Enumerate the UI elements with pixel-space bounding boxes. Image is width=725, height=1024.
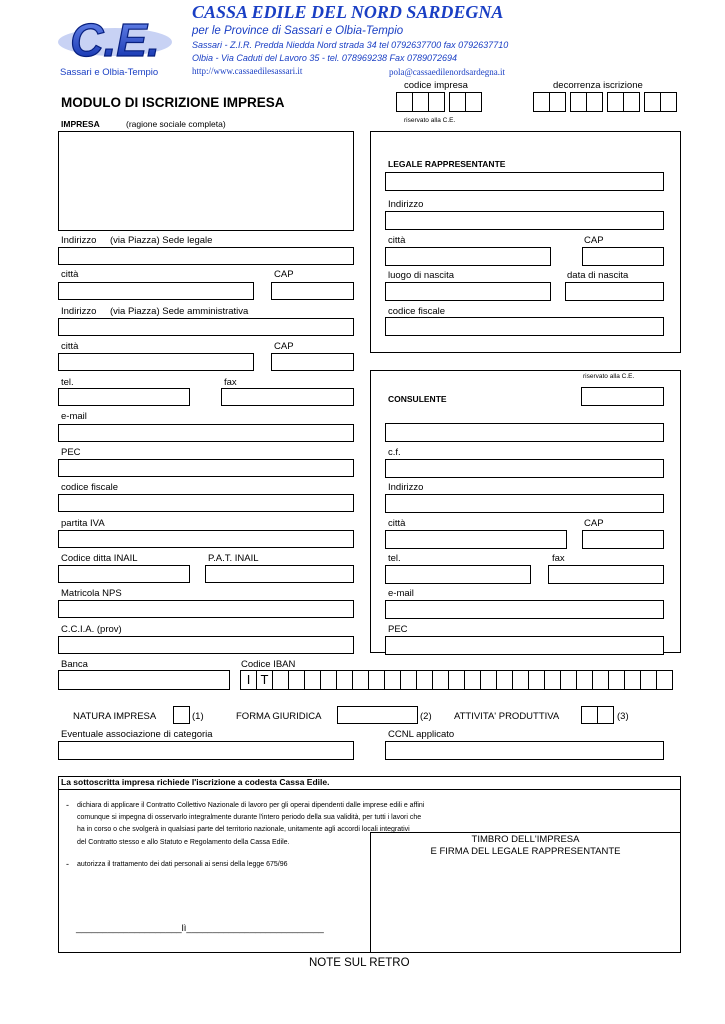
address-olbia: Olbia - Via Caduti del Lavoro 35 - tel. 078969238 Fax 0789072694 [192,53,458,63]
consulente-nome-field[interactable] [385,423,664,442]
ccnl-field[interactable] [385,741,664,760]
partita-iva-field[interactable] [58,530,354,548]
citta-legale-label: città [61,269,79,280]
partita-iva-label: partita IVA [61,518,105,529]
ccnl-label: CCNL applicato [388,729,455,740]
logo-caption: Sassari e Olbia-Tempio [60,67,159,78]
consulente-email-field[interactable] [385,600,664,619]
codice-inail-label: Codice ditta INAIL [61,553,138,564]
consulente-pec-field[interactable] [385,636,664,655]
iban-cell[interactable] [320,670,337,690]
decorrenza-cell[interactable] [660,92,677,112]
codice-fiscale-label: codice fiscale [61,482,119,493]
decorrenza-cell[interactable] [533,92,550,112]
email-field[interactable] [58,424,354,442]
cap-amm-field[interactable] [271,353,354,371]
sede-amministrativa-field[interactable] [58,318,354,336]
stamp-line1: TIMBRO DELL'IMPRESA [471,834,580,845]
consulente-indirizzo-field[interactable] [385,494,664,513]
bullet1-line2: comunque si impegna di osservarlo integralmente durante l'intero periodo della sua validità, per tutti i lavori che [77,814,422,821]
legale-cap-label: CAP [584,235,604,246]
matricola-label: Matricola NPS [61,588,122,599]
codice-impresa-cell[interactable] [396,92,413,112]
iban-cell[interactable] [496,670,513,690]
riservato-label: riservato alla C.E. [404,117,456,124]
indirizzo-legale-label: Indirizzo [61,235,97,246]
legale-heading: LEGALE RAPPRESENTANTE [388,159,506,169]
iban-cell[interactable] [400,670,417,690]
consulente-citta-label: città [388,518,406,529]
codice-impresa-label: codice impresa [404,80,468,91]
data-nascita-label: data di nascita [567,270,629,281]
bullet2-text: autorizza il trattamento dei dati personali ai sensi della legge 675/96 [77,861,288,868]
iban-cell[interactable] [432,670,449,690]
iban-cell[interactable]: I [240,670,257,690]
bullet1-line1: dichiara di applicare il Contratto Collettivo Nazionale di lavoro per gli operai dipendenti dalle imprese edili e affini [77,802,425,809]
address-sassari: Sassari - Z.I.R. Predda Niedda Nord strada 34 tel 0792637700 fax 0792637710 [192,40,509,50]
website-link[interactable]: http://www.cassaedilesassari.it [192,66,303,76]
consulente-tel-label: tel. [388,553,401,564]
iban-cell[interactable] [512,670,529,690]
svg-text:C.E.: C.E. [70,14,160,64]
iban-cell[interactable] [464,670,481,690]
citta-amm-label: città [61,341,79,352]
cciaa-field[interactable] [58,636,354,654]
footer-note: NOTE SUL RETRO [309,957,410,969]
legale-nome-field[interactable] [385,172,664,191]
matricola-field[interactable] [58,600,354,618]
decorrenza-cell[interactable] [644,92,661,112]
iban-cell[interactable] [608,670,625,690]
bullet1-dash: - [66,800,69,810]
cap-legale-field[interactable] [271,282,354,300]
ragione-sociale-field[interactable] [58,131,354,231]
iban-cell[interactable] [272,670,289,690]
pec-field[interactable] [58,459,354,477]
codice-inail-field[interactable] [58,565,190,583]
iban-cell[interactable] [640,670,657,690]
attivita-label: ATTIVITA' PRODUTTIVA [454,711,560,722]
attivita-field-1[interactable] [581,706,598,724]
associazione-label: Eventuale associazione di categoria [61,729,213,740]
legale-citta-field[interactable] [385,247,551,266]
legale-indirizzo-label: Indirizzo [388,199,424,210]
tel-label: tel. [61,377,74,388]
logo [56,12,174,64]
consulente-cf-field[interactable] [385,459,664,478]
decorrenza-cell[interactable] [586,92,603,112]
consulente-fax-field[interactable] [548,565,664,584]
iban-cell[interactable] [592,670,609,690]
ragione-sociale-label: (ragione sociale completa) [126,119,226,129]
indirizzo-amm-label: Indirizzo [61,306,97,317]
iban-cell[interactable] [416,670,433,690]
luogo-nascita-field[interactable] [385,282,551,301]
email-link[interactable]: pola@cassaedilenordsardegna.it [389,67,505,77]
pat-inail-field[interactable] [205,565,354,583]
decorrenza-cell[interactable] [570,92,587,112]
iban-cell[interactable] [560,670,577,690]
iban-cell[interactable] [304,670,321,690]
impresa-label: IMPRESA [61,119,100,129]
codice-impresa-cell[interactable] [428,92,445,112]
consulente-citta-field[interactable] [385,530,567,549]
iban-cell[interactable] [448,670,465,690]
iban-cell[interactable] [288,670,305,690]
attivita-note: (3) [617,711,629,722]
decorrenza-cell[interactable] [607,92,624,112]
org-name: CASSA EDILE DEL NORD SARDEGNA [192,2,504,22]
sede-amm-label: (via Piazza) Sede amministrativa [110,306,249,317]
citta-legale-field[interactable] [58,282,254,300]
iban-cell[interactable] [624,670,641,690]
stamp-line2: E FIRMA DEL LEGALE RAPPRESENTANTE [430,846,621,857]
iban-cell[interactable] [528,670,545,690]
associazione-field[interactable] [58,741,354,760]
consulente-codice-field[interactable] [581,387,664,406]
date-place-line[interactable]: ____________________lì__________________________ [76,923,324,934]
consulente-cap-field[interactable] [582,530,664,549]
logo-graphic [56,12,174,64]
iban-cell[interactable] [336,670,353,690]
iban-cell[interactable] [352,670,369,690]
sede-legale-field[interactable] [58,247,354,265]
decorrenza-cell[interactable] [549,92,566,112]
banca-field[interactable] [58,670,230,690]
natura-label: NATURA IMPRESA [73,711,157,722]
fax-label: fax [224,377,237,388]
pec-label: PEC [61,447,81,458]
codice-impresa-cell[interactable] [449,92,466,112]
legale-citta-label: città [388,235,406,246]
decorrenza-cell[interactable] [623,92,640,112]
citta-amm-field[interactable] [58,353,254,371]
cciaa-label: C.C.I.A. (prov) [61,624,122,635]
consulente-indirizzo-label: Indirizzo [388,482,424,493]
consulente-pec-label: PEC [388,624,408,635]
banca-label: Banca [61,659,88,670]
iban-cell[interactable] [368,670,385,690]
iban-cell[interactable] [544,670,561,690]
legale-cf-label: codice fiscale [388,306,446,317]
decorrenza-label: decorrenza iscrizione [553,80,643,91]
page-title: MODULO DI ISCRIZIONE IMPRESA [61,95,285,110]
consulente-fax-label: fax [552,553,565,564]
consulente-cf-label: c.f. [388,447,401,458]
bullet1-line4: del Contratto stesso e allo Statuto e Regolamento della Cassa Edile. [77,839,290,846]
tel-field[interactable] [58,388,190,406]
data-nascita-field[interactable] [565,282,664,301]
fax-field[interactable] [221,388,354,406]
codice-impresa-cell[interactable] [465,92,482,112]
declaration-header-line [58,789,681,790]
consulente-email-label: e-mail [388,588,414,599]
luogo-nascita-label: luogo di nascita [388,270,455,281]
pat-inail-label: P.A.T. INAIL [208,553,259,564]
forma-note: (2) [420,711,432,722]
iban-cell[interactable] [576,670,593,690]
iban-cell[interactable]: T [256,670,273,690]
natura-field[interactable] [173,706,190,724]
forma-field[interactable] [337,706,418,724]
bullet1-line3: ha in corso o che svolgerà in qualsiasi parte del territorio nazionale, unitamente agli accordi locali integrativi [77,826,410,833]
declaration-heading: La sottoscritta impresa richiede l'iscrizione a codesta Cassa Edile. [61,777,330,787]
legale-cf-field[interactable] [385,317,664,336]
legale-cap-field[interactable] [582,247,664,266]
codice-impresa-cell[interactable] [412,92,429,112]
consulente-heading: CONSULENTE [388,394,447,404]
forma-label: FORMA GIURIDICA [236,711,322,722]
cap-legale-label: CAP [274,269,294,280]
cap-amm-label: CAP [274,341,294,352]
consulente-riservato-label: riservato alla C.E. [583,373,635,380]
email-label: e-mail [61,411,87,422]
org-subtitle: per le Province di Sassari e Olbia-Tempio [192,25,404,37]
iban-label: Codice IBAN [241,659,296,670]
sede-legale-label: (via Piazza) Sede legale [110,235,213,246]
consulente-cap-label: CAP [584,518,604,529]
iban-cell[interactable] [656,670,673,690]
iban-cell[interactable] [480,670,497,690]
natura-note: (1) [192,711,204,722]
codice-fiscale-field[interactable] [58,494,354,512]
iban-cell[interactable] [384,670,401,690]
attivita-field-2[interactable] [597,706,614,724]
legale-indirizzo-field[interactable] [385,211,664,230]
bullet2-dash: - [66,859,69,869]
consulente-tel-field[interactable] [385,565,531,584]
